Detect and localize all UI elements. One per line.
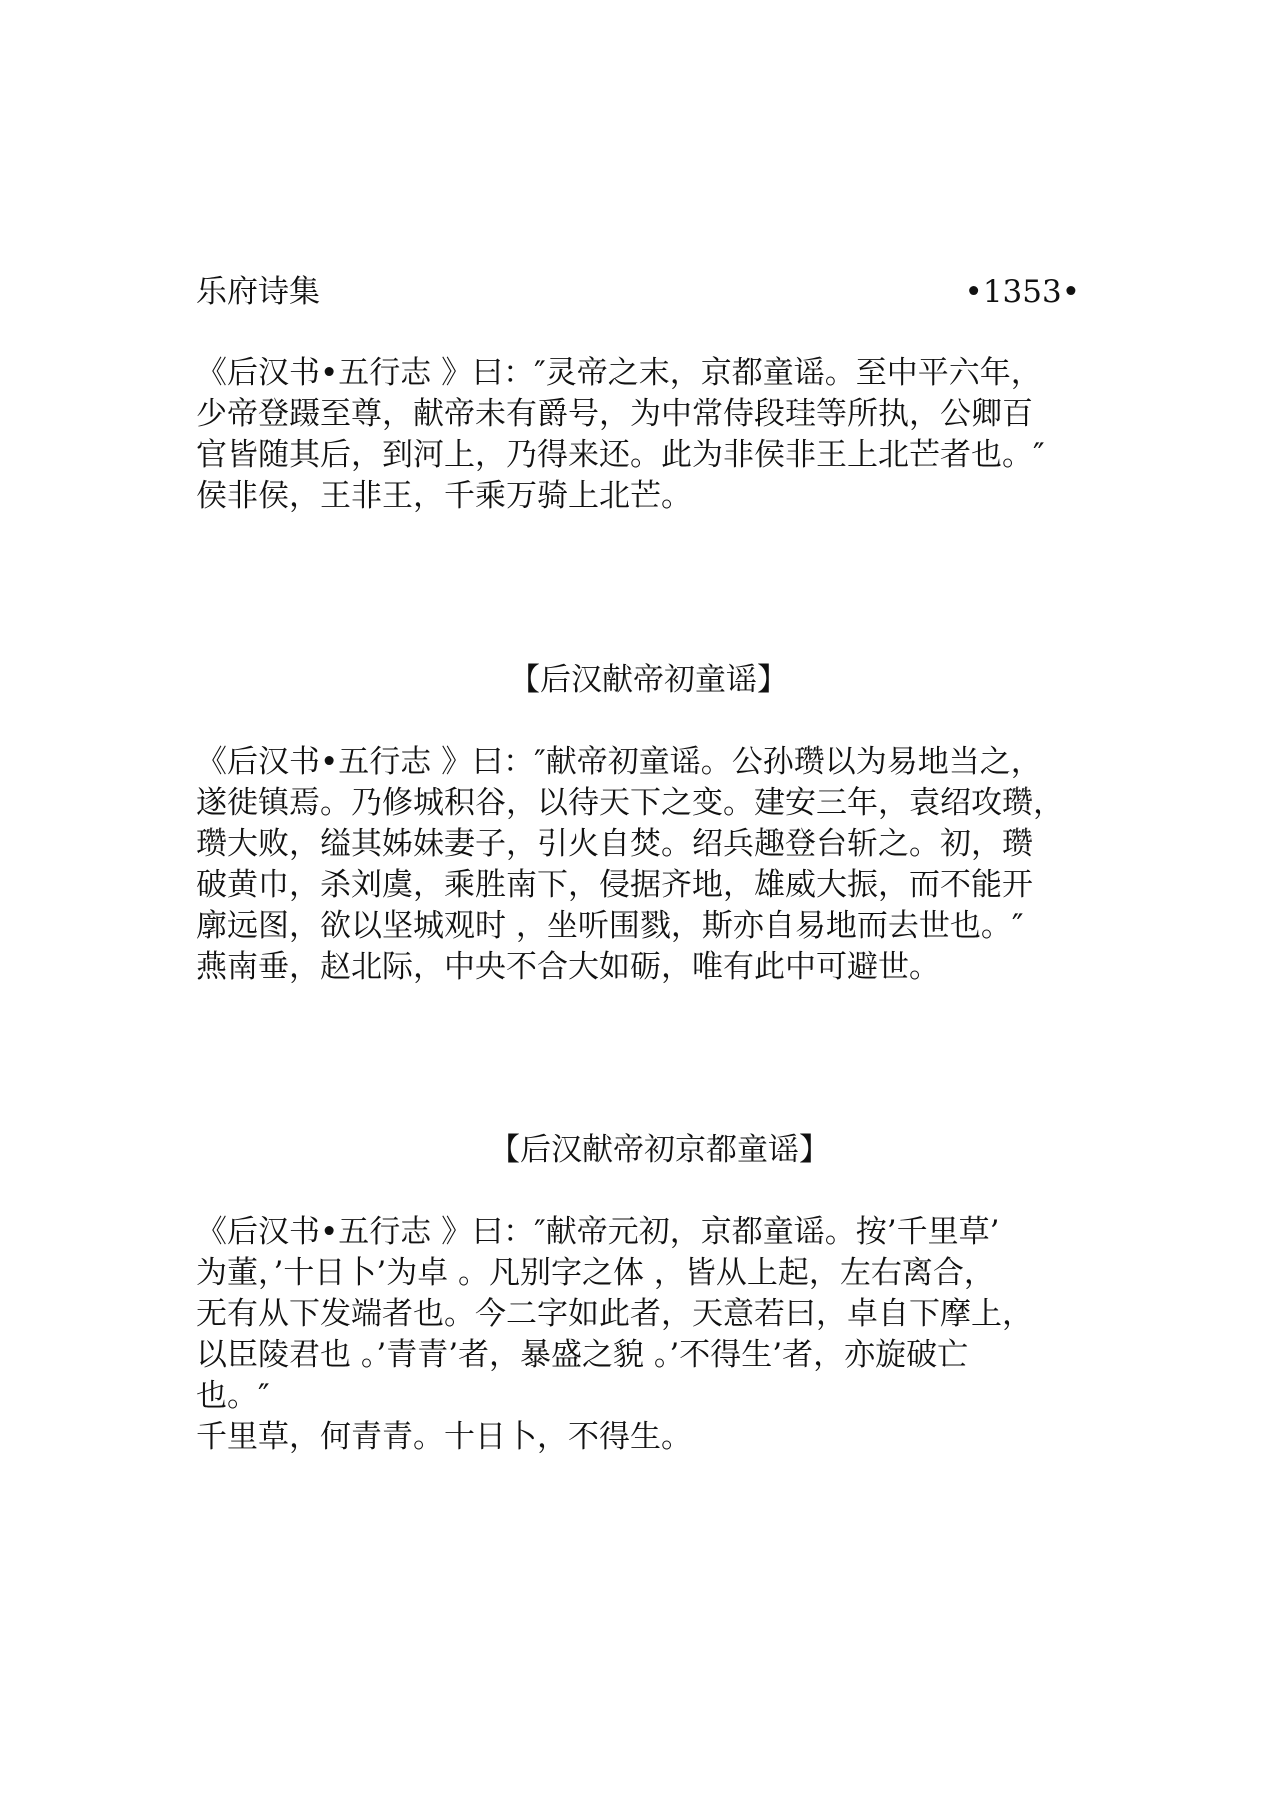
text-line: 瓒大败，缢其姊妹妻子，引火自焚。绍兵趣登台斩之。初，瓒 xyxy=(196,826,1033,862)
section-xian-di-capital-ballad xyxy=(196,1212,1106,1458)
text-line: 以臣陵君也 。’青青’者，暴盛之貌 。’不得生’者，亦旋破亡 xyxy=(196,1337,969,1373)
ballad-text: 燕南垂，赵北际，中央不合大如砺，唯有此中可避世。 xyxy=(196,949,940,985)
text-line: 《后汉书•五行志 》曰：″献帝元初，京都童谣。按’千里草’ xyxy=(196,1214,1000,1250)
page-number: •1353• xyxy=(964,274,1080,310)
text-line: 也。″ xyxy=(196,1378,270,1414)
section-heading: 【后汉献帝初京都童谣】 xyxy=(489,1132,830,1168)
page-header xyxy=(196,272,1080,312)
text-line: 《后汉书•五行志 》曰：″灵帝之末，京都童谣。至中平六年， xyxy=(196,355,1042,391)
ballad-text: 千里草，何青青。十日卜，不得生。 xyxy=(196,1419,692,1455)
ballad-text: 侯非侯，王非王，千乘万骑上北芒。 xyxy=(196,478,692,514)
text-line: 《后汉书•五行志 》曰：″献帝初童谣。公孙瓒以为易地当之， xyxy=(196,744,1042,780)
text-line: 廓远图，欲以坚城观时 ，坐听围戮，斯亦自易地而去世也。″ xyxy=(196,908,1024,944)
text-line: 无有从下发端者也。今二字如此者，天意若曰，卓自下摩上， xyxy=(196,1296,1033,1332)
text-line: 少帝登蹑至尊，献帝未有爵号，为中常侍段珪等所执，公卿百 xyxy=(196,396,1033,432)
section-xian-di-ballad xyxy=(196,742,1106,988)
text-line: 遂徙镇焉。乃修城积谷，以待天下之变。建安三年，袁绍攻瓒， xyxy=(196,785,1064,821)
text-line: 破黄巾，杀刘虞，乘胜南下，侵据齐地，雄威大振，而不能开 xyxy=(196,867,1033,903)
section-heading: 【后汉献帝初童谣】 xyxy=(509,662,788,698)
section-ling-di-ballad xyxy=(196,353,1106,517)
text-line: 为董，’十日卜’为卓 。凡别字之体 ，皆从上起，左右离合， xyxy=(196,1255,995,1291)
book-title: 乐府诗集 xyxy=(196,274,320,310)
text-line: 官皆随其后，到河上，乃得来还。此为非侯非王上北芒者也。″ xyxy=(196,437,1045,473)
